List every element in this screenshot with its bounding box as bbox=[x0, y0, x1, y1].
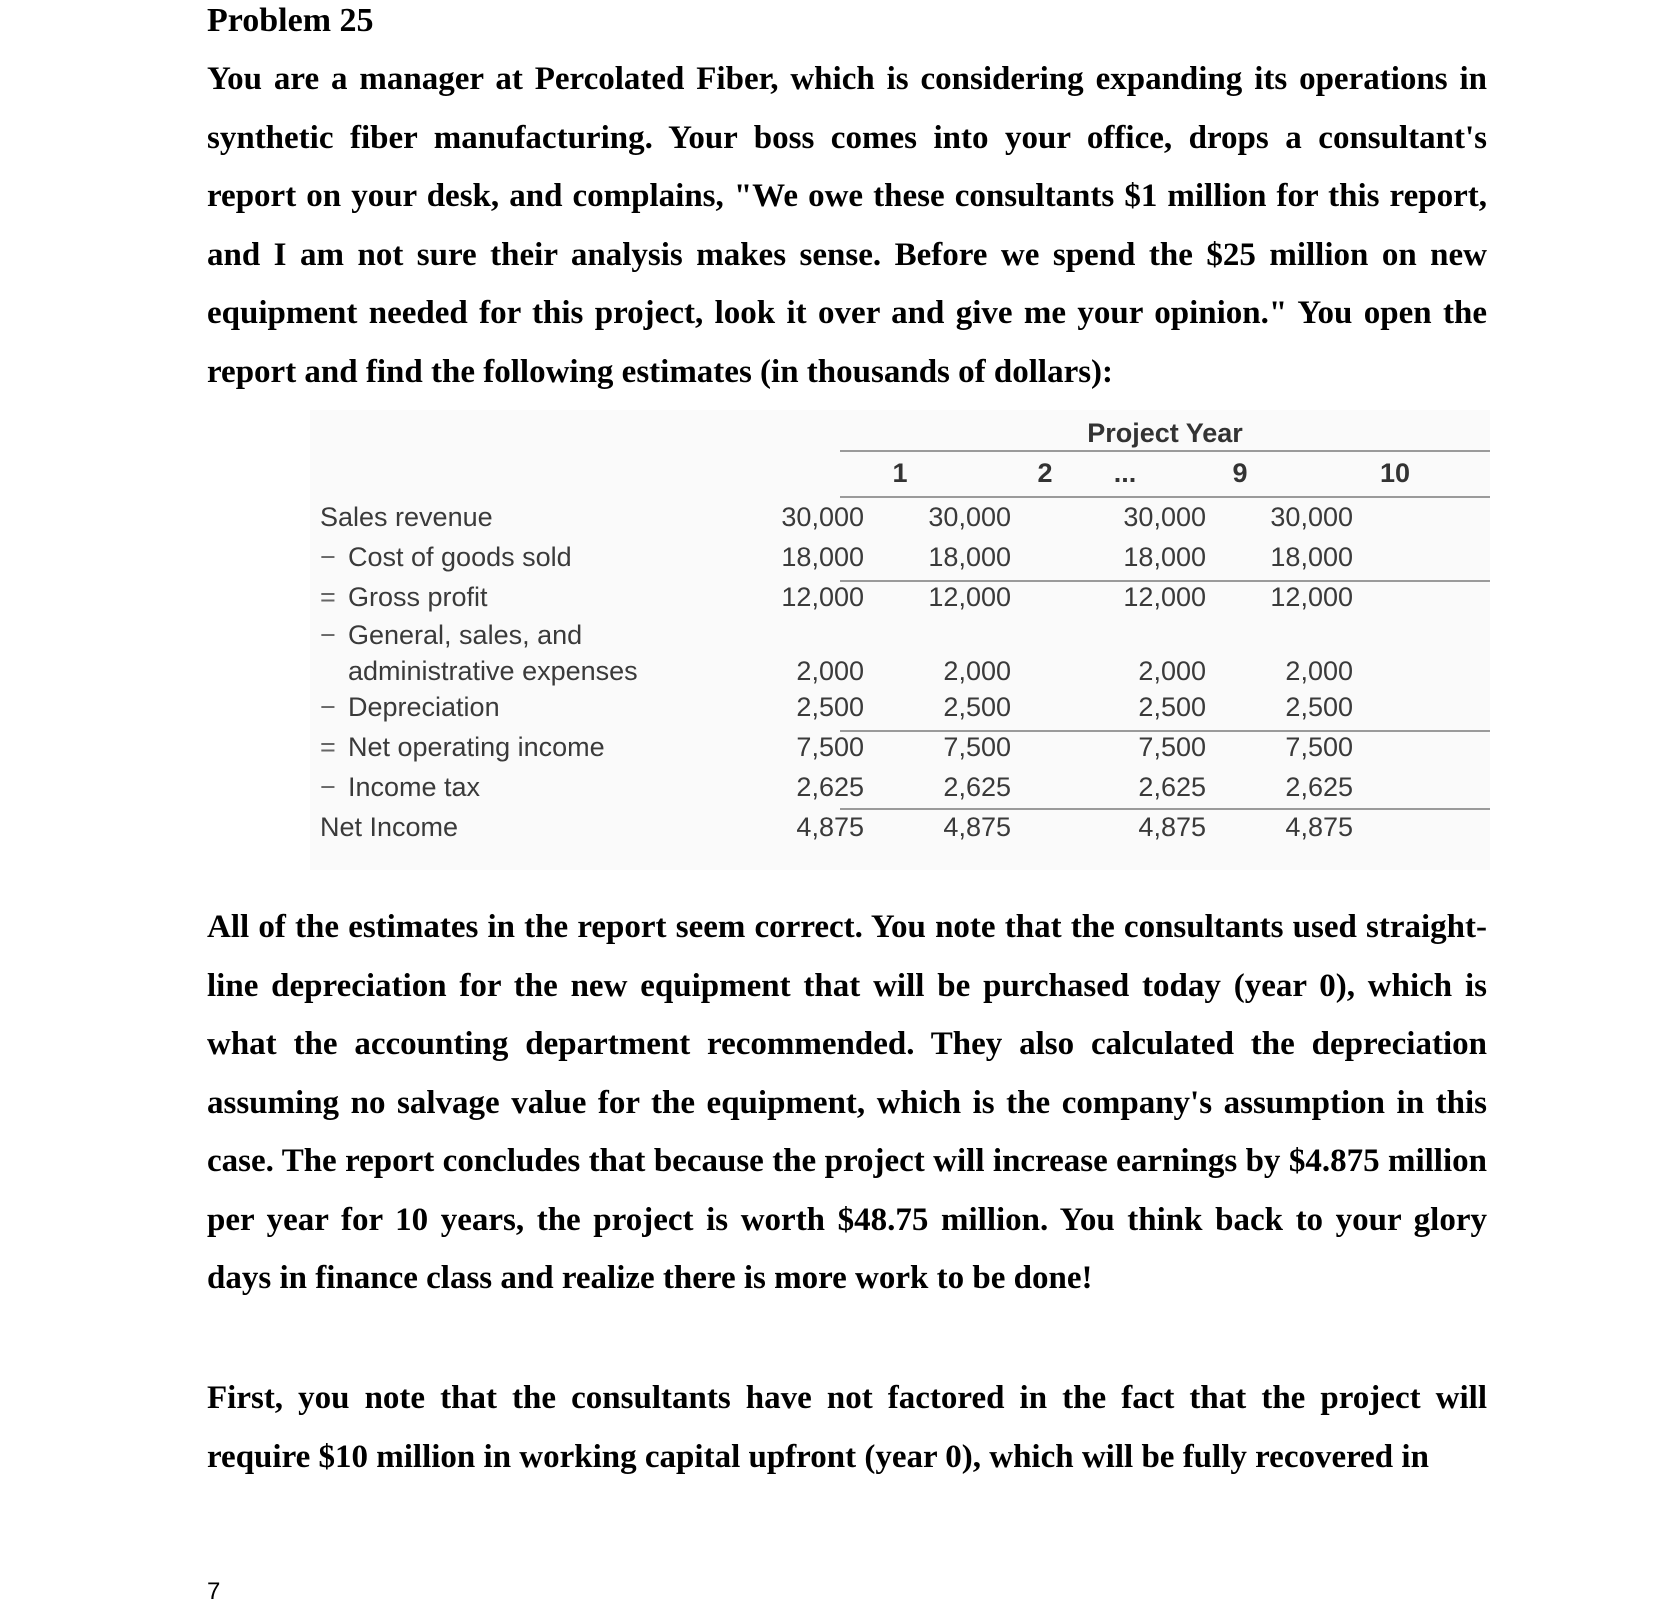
row-operator: − bbox=[320, 620, 336, 650]
table-cell: 18,000 bbox=[928, 542, 1011, 572]
table-cell: 30,000 bbox=[928, 502, 1011, 532]
table-cell: 30,000 bbox=[1270, 502, 1353, 532]
table-cell: 2,000 bbox=[943, 656, 1011, 686]
table-cell: 4,875 bbox=[1138, 812, 1206, 842]
row-label-text: Income tax bbox=[348, 772, 481, 802]
estimates-table bbox=[310, 410, 1490, 870]
column-header-year-1: 1 bbox=[892, 458, 908, 488]
intro-paragraph: You are a manager at Percolated Fiber, which is considering expanding its operations in synthetic fiber manufacturing. Your boss comes into your office, drops a consultant's report on your desk, and complains, "We owe these consultants $1 million for this report, and I am not sure their analysis makes sense. Before we spend the $25 million on new equipment needed for this project, look it over and give me your opinion." You open the report and find the following estimates (in thousands of dollars): bbox=[207, 61, 1487, 390]
table-cell: 18,000 bbox=[781, 542, 864, 572]
table-cell: 12,000 bbox=[1123, 582, 1206, 612]
table-cell: 7,500 bbox=[943, 732, 1011, 762]
table-cell: 2,000 bbox=[796, 656, 864, 686]
column-header-year-10: 10 bbox=[1379, 458, 1411, 488]
column-header-rule bbox=[840, 496, 1490, 498]
column-header-year-9: 9 bbox=[1232, 458, 1248, 488]
row-label-cost-of-goods-sold bbox=[320, 542, 572, 573]
table-cell: 4,875 bbox=[943, 812, 1011, 842]
row-label-text: Gross profit bbox=[348, 582, 488, 612]
row-operator: = bbox=[320, 582, 336, 612]
table-cell: 30,000 bbox=[1123, 502, 1206, 532]
header-rule bbox=[840, 450, 1490, 452]
table-cell: 2,500 bbox=[796, 692, 864, 722]
table-cell: 2,625 bbox=[943, 772, 1011, 802]
table-cell: 30,000 bbox=[781, 502, 864, 532]
table-cell: 4,875 bbox=[796, 812, 864, 842]
row-label-text: Depreciation bbox=[348, 692, 500, 722]
row-label-text: Net Income bbox=[320, 812, 459, 842]
row-label-gsa-expenses bbox=[320, 620, 582, 651]
row-label-continuation: administrative expenses bbox=[348, 656, 638, 686]
row-label-sales-revenue bbox=[320, 502, 493, 533]
row-label-text: Net operating income bbox=[348, 732, 605, 762]
row-operator: − bbox=[320, 772, 336, 802]
analysis-paragraph: All of the estimates in the report seem correct. You note that the consultants used straight-line depreciation for the new equipment that will be purchased today (year 0), which is what the accounting department recommended. They also calculated the depreciation assuming no salvage value for the equipment, which is the company's assumption in this case. The report concludes that because the project will increase earnings by $4.875 million per year for 10 years, the project is worth $48.75 million. You think back to your glory days in finance class and realize there is more work to be done! bbox=[207, 909, 1487, 1296]
row-label-net-income bbox=[320, 812, 458, 843]
table-cell: 2,000 bbox=[1285, 656, 1353, 686]
table-cell: 18,000 bbox=[1270, 542, 1353, 572]
table-cell: 2,500 bbox=[1285, 692, 1353, 722]
page-number: 7 bbox=[207, 1578, 221, 1605]
table-header: Project Year bbox=[1087, 418, 1243, 448]
table-cell: 2,625 bbox=[1285, 772, 1353, 802]
row-operator: = bbox=[320, 732, 336, 762]
row-label-net-operating-income bbox=[320, 732, 605, 763]
table-cell: 7,500 bbox=[796, 732, 864, 762]
table-cell: 2,625 bbox=[796, 772, 864, 802]
table-cell: 2,625 bbox=[1138, 772, 1206, 802]
row-label-text: General, sales, and bbox=[348, 620, 583, 650]
table-cell: 7,500 bbox=[1138, 732, 1206, 762]
column-header-ellipsis: ... bbox=[1113, 458, 1137, 488]
table-cell: 2,500 bbox=[1138, 692, 1206, 722]
row-label-gross-profit bbox=[320, 582, 488, 613]
table-cell: 7,500 bbox=[1285, 732, 1353, 762]
row-label-depreciation bbox=[320, 692, 500, 723]
table-cell: 12,000 bbox=[781, 582, 864, 612]
row-label-text: Cost of goods sold bbox=[348, 542, 572, 572]
table-cell: 4,875 bbox=[1285, 812, 1353, 842]
working-capital-paragraph: First, you note that the consultants have not factored in the fact that the project will require $10 million in working capital upfront (year 0), which will be fully recovered in bbox=[207, 1380, 1487, 1475]
table-cell: 2,000 bbox=[1138, 656, 1206, 686]
row-operator: − bbox=[320, 692, 336, 722]
column-header-year-2: 2 bbox=[1037, 458, 1053, 488]
row-label-income-tax bbox=[320, 772, 480, 803]
table-cell: 12,000 bbox=[928, 582, 1011, 612]
row-operator: − bbox=[320, 542, 336, 572]
table-cell: 2,500 bbox=[943, 692, 1011, 722]
table-cell: 12,000 bbox=[1270, 582, 1353, 612]
problem-title: Problem 25 bbox=[207, 2, 374, 39]
row-label-text: Sales revenue bbox=[320, 502, 493, 532]
subtotal-rule bbox=[840, 808, 1490, 810]
table-cell: 18,000 bbox=[1123, 542, 1206, 572]
